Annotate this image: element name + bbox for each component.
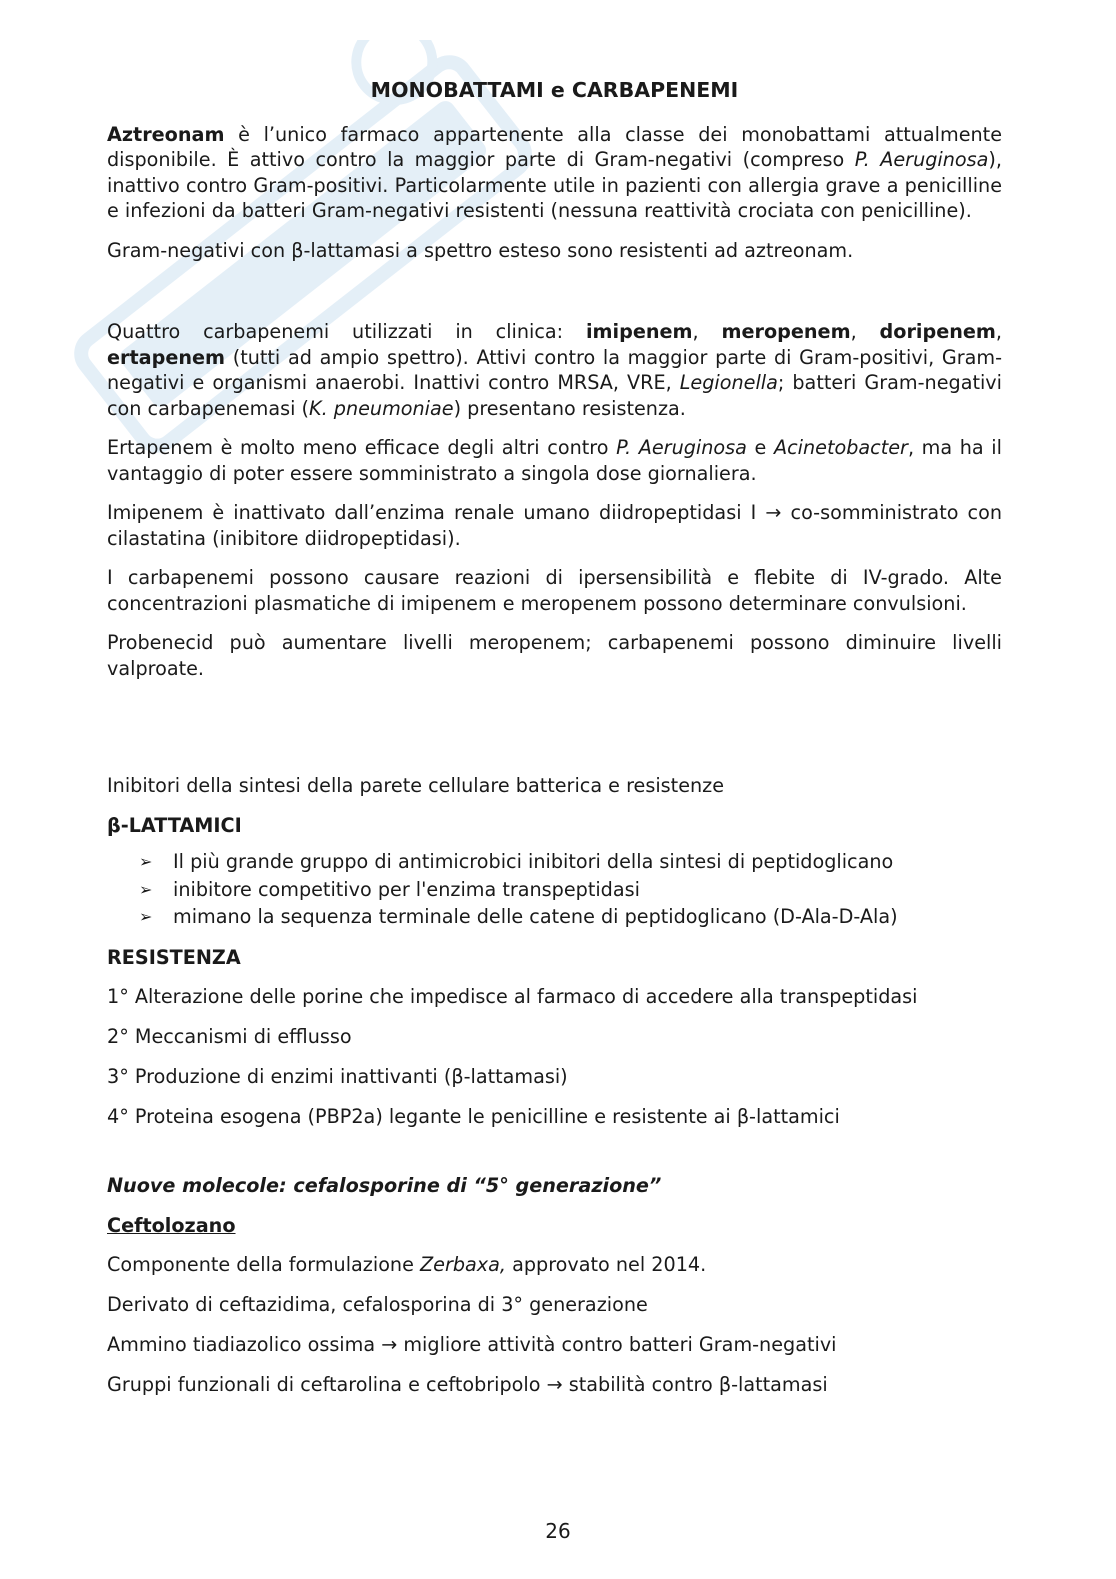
arrowhead-bullet-icon: ➢	[139, 879, 153, 899]
beta-lactam-list	[107, 848, 1002, 931]
ceftolozano-line: Gruppi funzionali di ceftarolina e ceftobripolo → stabilità contro β-lattamasi	[107, 1373, 828, 1396]
new-molecules-heading: Nuove molecole: cefalosporine di “5° generazione”	[107, 1174, 662, 1197]
drug-name-meropenem: meropenem	[721, 320, 851, 343]
ceftolozano-line: Derivato di ceftazidima, cefalosporina di 3° generazione	[107, 1293, 648, 1316]
resistance-item: 1° Alterazione delle porine che impedisce al farmaco di accedere alla transpeptidasi	[107, 985, 918, 1008]
carbapenem-intro-paragraph: Quattro carbapenemi utilizzati in clinica: imipenem, meropenem, doripenem, ertapenem (tutti ad ampio spettro). Attivi contro la maggior parte di Gram-positivi, Gram-negativi e organismi anaerobi. Inattivi contro MRSA, VRE, Legionella; batteri Gram-negativi con carbapenemasi (K. pneumoniae) presentano resistenza.	[107, 320, 1003, 420]
ceftolozano-line: Ammino tiadiazolico ossima → migliore attività contro batteri Gram-negativi	[107, 1333, 837, 1356]
ceftolozano-line: Componente della formulazione Zerbaxa, approvato nel 2014.	[107, 1253, 707, 1276]
page-content	[107, 78, 1002, 1412]
inhibitors-intro: Inibitori della sintesi della parete cellulare batterica e resistenze	[107, 774, 725, 797]
drug-name-doripenem: doripenem	[879, 320, 996, 343]
ceftolozano-heading: Ceftolozano	[107, 1213, 236, 1237]
arrowhead-bullet-icon: ➢	[139, 852, 153, 871]
resistance-item: 4° Proteina esogena (PBP2a) legante le penicilline e resistente ai β-lattamici	[107, 1105, 840, 1128]
drug-name-imipenem: imipenem	[585, 320, 693, 343]
list-item: ➢ Il più grande gruppo di antimicrobici inibitori della sintesi di peptidoglicano	[139, 848, 1002, 876]
esbl-paragraph: Gram-negativi con β-lattamasi a spettro esteso sono resistenti ad aztreonam.	[107, 238, 854, 262]
imipenem-paragraph: Imipenem è inattivato dall’enzima renale umano diidropeptidasi I → co-somministrato con cilastatina (inibitore diidropeptidasi).	[107, 501, 1002, 550]
aztreonam-paragraph: Aztreonam è l’unico farmaco appartenente alla classe dei monobattami attualmente disponibile. È attivo contro la maggior parte di Gram-negativi (compreso P. Aeruginosa), inattivo contro Gram-positivi. Particolarmente utile in pazienti con allergia grave a penicilline e infezioni da batteri Gram-negativi resistenti (nessuna reattività crociata con penicilline).	[107, 122, 1002, 222]
adverse-effects-paragraph: I carbapenemi possono causare reazioni di ipersensibilità e flebite di IV-grado. Alte concentrazioni plasmatiche di imipenem e meropenem possono determinare convulsioni.	[107, 566, 1002, 615]
organism-name: P. Aeruginosa	[854, 148, 989, 171]
resistance-item: 3° Produzione di enzimi inattivanti (β-lattamasi)	[107, 1065, 568, 1088]
beta-lactam-heading: β-LATTAMICI	[107, 813, 242, 837]
interactions-paragraph: Probenecid può aumentare livelli meropenem; carbapenemi possono diminuire livelli valproate.	[107, 631, 1002, 680]
list-item: ➢ inibitore competitivo per l'enzima transpeptidasi	[139, 876, 1002, 904]
ertapenem-paragraph: Ertapenem è molto meno efficace degli altri contro P. Aeruginosa e Acinetobacter, ma ha il vantaggio di poter essere somministrato a singola dose giornaliera.	[107, 436, 1002, 485]
arrowhead-bullet-icon: ➢	[139, 907, 153, 926]
resistance-heading: RESISTENZA	[107, 945, 241, 969]
resistance-item: 2° Meccanismi di efflusso	[107, 1025, 352, 1048]
page-number: 26	[545, 1519, 571, 1543]
drug-name-aztreonam: Aztreonam	[107, 122, 225, 146]
list-item: ➢ mimano la sequenza terminale delle catene di peptidoglicano (D-Ala-D-Ala)	[139, 903, 1002, 931]
drug-name-ertapenem: ertapenem	[107, 345, 226, 369]
page-title: MONOBATTAMI e CARBAPENEMI	[370, 78, 739, 102]
